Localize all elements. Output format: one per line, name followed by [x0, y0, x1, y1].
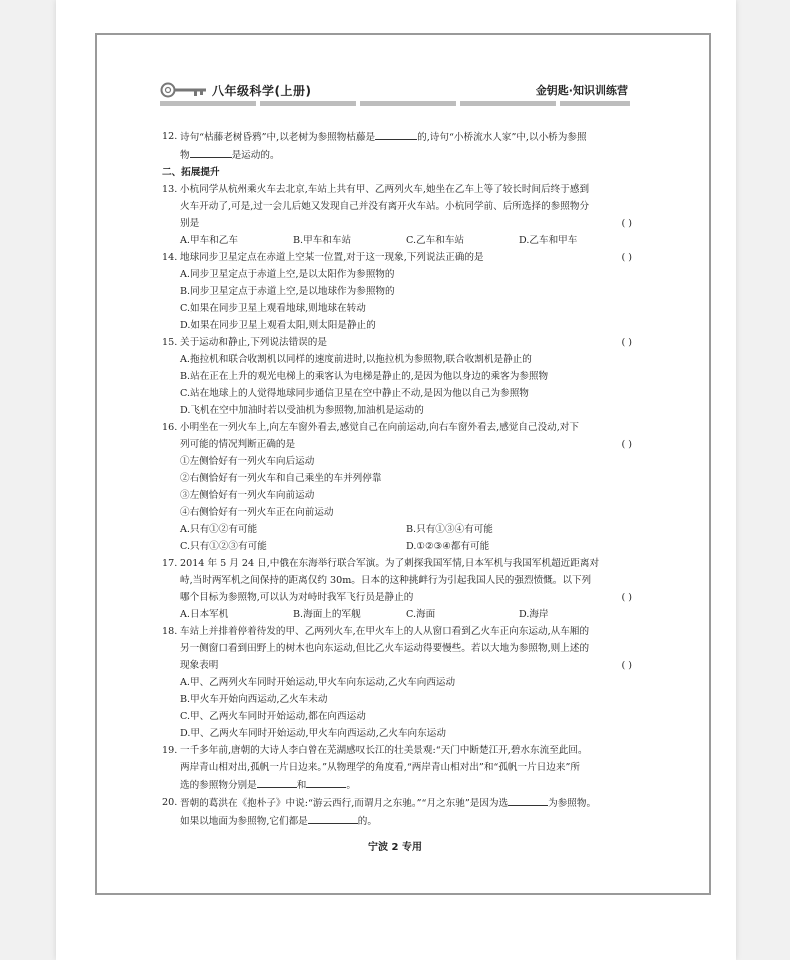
option-row: [162, 232, 632, 249]
question-text: 峙,当时两军机之间保持的距离仅约 30m。日本的这种挑衅行为引起我国人民的强烈愤慨。以下列: [180, 575, 592, 586]
question-text: 别是: [180, 218, 200, 229]
question-14: [162, 249, 632, 334]
question-number: 14.: [162, 252, 178, 263]
section-heading: 二、拓展提升: [162, 167, 220, 178]
question-text: 如果以地面为参照物,它们都是: [180, 816, 308, 827]
option[interactable]: A.甲车和乙车: [180, 235, 238, 246]
question-number: 12.: [162, 131, 178, 142]
question-18: [162, 623, 632, 742]
question-text: 两岸青山相对出,孤帆一片日边来。”从物理学的角度看,“两岸青山相对出”和“孤帆一片日边来”所: [180, 762, 580, 773]
question-number: 16.: [162, 422, 178, 433]
question-number: 15.: [162, 337, 178, 348]
question-text: 哪个目标为参照物,可以认为对峙时我军飞行员是静止的: [180, 592, 414, 603]
question-text: 是运动的。: [231, 150, 280, 161]
question-15: [162, 334, 632, 419]
option[interactable]: C.海面: [406, 609, 436, 620]
question-text: 。: [346, 780, 356, 791]
question-text: 晋朝的葛洪在《抱朴子》中说:“游云西行,而谓月之东驰。”“月之东驰”是因为选: [180, 798, 509, 809]
option[interactable]: A.甲、乙两列火车同时开始运动,甲火车向东运动,乙火车向西运动: [180, 677, 456, 688]
question-20: [162, 794, 632, 830]
question-text: 物: [180, 150, 190, 161]
question-text: 为参照物。: [548, 798, 597, 809]
page-header: [160, 76, 630, 106]
question-text: 小明坐在一列火车上,向左车窗外看去,感觉自己在向前运动,向右车窗外看去,感觉自己没动,对下: [180, 422, 579, 433]
answer-parentheses[interactable]: ( ): [621, 660, 632, 671]
answer-parentheses[interactable]: ( ): [621, 252, 632, 263]
option[interactable]: D.甲、乙两火车同时开始运动,甲火车向西运动,乙火车向东运动: [180, 728, 446, 739]
statement-item: ④右侧恰好有一列火车正在向前运动: [180, 507, 334, 518]
option-row: [162, 521, 632, 538]
question-number: 17.: [162, 558, 178, 569]
question-text: 选的参照物分别是: [180, 780, 257, 791]
question-text: 的,诗句“小桥流水人家”中,以小桥为参照: [417, 132, 587, 143]
header-rule: [160, 101, 630, 106]
key-icon: [160, 80, 208, 100]
page-footer: 宁波 2 专用: [368, 842, 422, 853]
option[interactable]: B.站在正在上升的观光电梯上的乘客认为电梯是静止的,是因为他以身边的乘客为参照物: [180, 371, 549, 382]
answer-blank[interactable]: [190, 146, 232, 158]
answer-blank[interactable]: [508, 794, 548, 806]
question-text: 另一侧窗口看到田野上的树木也向东运动,但比乙火车运动得要慢些。若以大地为参照物,则上述的: [180, 643, 590, 654]
option[interactable]: C.乙车和车站: [406, 235, 465, 246]
question-text: 2014 年 5 月 24 日,中俄在东海举行联合军演。为了刺探我国军情,日本军机与我国军机超近距离对: [180, 558, 600, 569]
statement-item: ③左侧恰好有一列火车向前运动: [180, 490, 315, 501]
question-number: 20.: [162, 797, 178, 808]
question-text: 一千多年前,唐朝的大诗人李白曾在芜湖感叹长江的壮美景观:“天门中断楚江开,碧水东流至此回。: [180, 745, 588, 756]
question-text: 火车开动了,可是,过一会儿后她又发现自己并没有离开火车站。小杭同学前、后所选择的参照物分: [180, 201, 590, 212]
question-text: 列可能的情况判断正确的是: [180, 439, 296, 450]
answer-parentheses[interactable]: ( ): [621, 592, 632, 603]
question-13: [162, 181, 632, 249]
option[interactable]: D.如果在同步卫星上观看太阳,则太阳是静止的: [180, 320, 376, 331]
answer-parentheses[interactable]: ( ): [621, 218, 632, 229]
question-text: 诗句“枯藤老树昏鸦”中,以老树为参照物枯藤是: [180, 132, 376, 143]
answer-blank[interactable]: [308, 812, 358, 824]
option[interactable]: B.甲火车开始向西运动,乙火车未动: [180, 694, 328, 705]
option[interactable]: D.飞机在空中加油时若以受油机为参照物,加油机是运动的: [180, 405, 424, 416]
option[interactable]: D.海岸: [519, 609, 549, 620]
book-title: 八年级科学(上册): [212, 84, 312, 98]
question-number: 13.: [162, 184, 178, 195]
answer-parentheses[interactable]: ( ): [621, 439, 632, 450]
question-19: [162, 742, 632, 794]
question-text: 地球同步卫星定点在赤道上空某一位置,对于这一现象,下列说法正确的是: [180, 252, 484, 263]
option[interactable]: C.站在地球上的人觉得地球同步通信卫星在空中静止不动,是因为他以自己为参照物: [180, 388, 529, 399]
statement-item: ②右侧恰好有一列火车和自己乘坐的车并列停靠: [180, 473, 382, 484]
question-text: 小杭同学从杭州乘火车去北京,车站上共有甲、乙两列火车,她坐在乙车上等了较长时间后终于感到: [180, 184, 590, 195]
option[interactable]: B.同步卫星定点于赤道上空,是以地球作为参照物的: [180, 286, 395, 297]
option[interactable]: C.甲、乙两火车同时开始运动,都在向西运动: [180, 711, 366, 722]
option[interactable]: A.只有①②有可能: [180, 524, 258, 535]
option[interactable]: D.①②③④都有可能: [406, 541, 490, 552]
question-12: [162, 128, 632, 164]
option[interactable]: A.同步卫星定点于赤道上空,是以太阳作为参照物的: [180, 269, 395, 280]
option[interactable]: B.甲车和车站: [293, 235, 352, 246]
question-text: 关于运动和静止,下列说法错误的是: [180, 337, 327, 348]
option-row: [162, 606, 632, 623]
option[interactable]: A.拖拉机和联合收割机以同样的速度前进时,以拖拉机为参照物,联合收割机是静止的: [180, 354, 532, 365]
statement-item: ①左侧恰好有一列火车向后运动: [180, 456, 315, 467]
answer-blank[interactable]: [375, 128, 417, 140]
option[interactable]: C.如果在同步卫星上观看地球,则地球在转动: [180, 303, 366, 314]
question-content: [162, 128, 632, 830]
option-row: [162, 538, 632, 555]
question-text: 车站上并排着停着待发的甲、乙两列火车,在甲火车上的人从窗口看到乙火车正向东运动,从车厢的: [180, 626, 590, 637]
answer-blank[interactable]: [306, 776, 346, 788]
option[interactable]: C.只有①②③有可能: [180, 541, 267, 552]
question-text: 的。: [357, 816, 377, 827]
question-16: [162, 419, 632, 555]
option[interactable]: B.海面上的军舰: [293, 609, 361, 620]
question-number: 19.: [162, 745, 178, 756]
answer-blank[interactable]: [257, 776, 297, 788]
question-number: 18.: [162, 626, 178, 637]
question-text: 和: [296, 780, 307, 791]
question-17: [162, 555, 632, 623]
series-brand: 金钥匙·知识训练营: [535, 84, 628, 97]
answer-parentheses[interactable]: ( ): [621, 337, 632, 348]
option[interactable]: B.只有①③④有可能: [406, 524, 493, 535]
option[interactable]: A.日本军机: [180, 609, 229, 620]
option[interactable]: D.乙车和甲车: [519, 235, 578, 246]
question-text: 现象表明: [180, 660, 219, 671]
